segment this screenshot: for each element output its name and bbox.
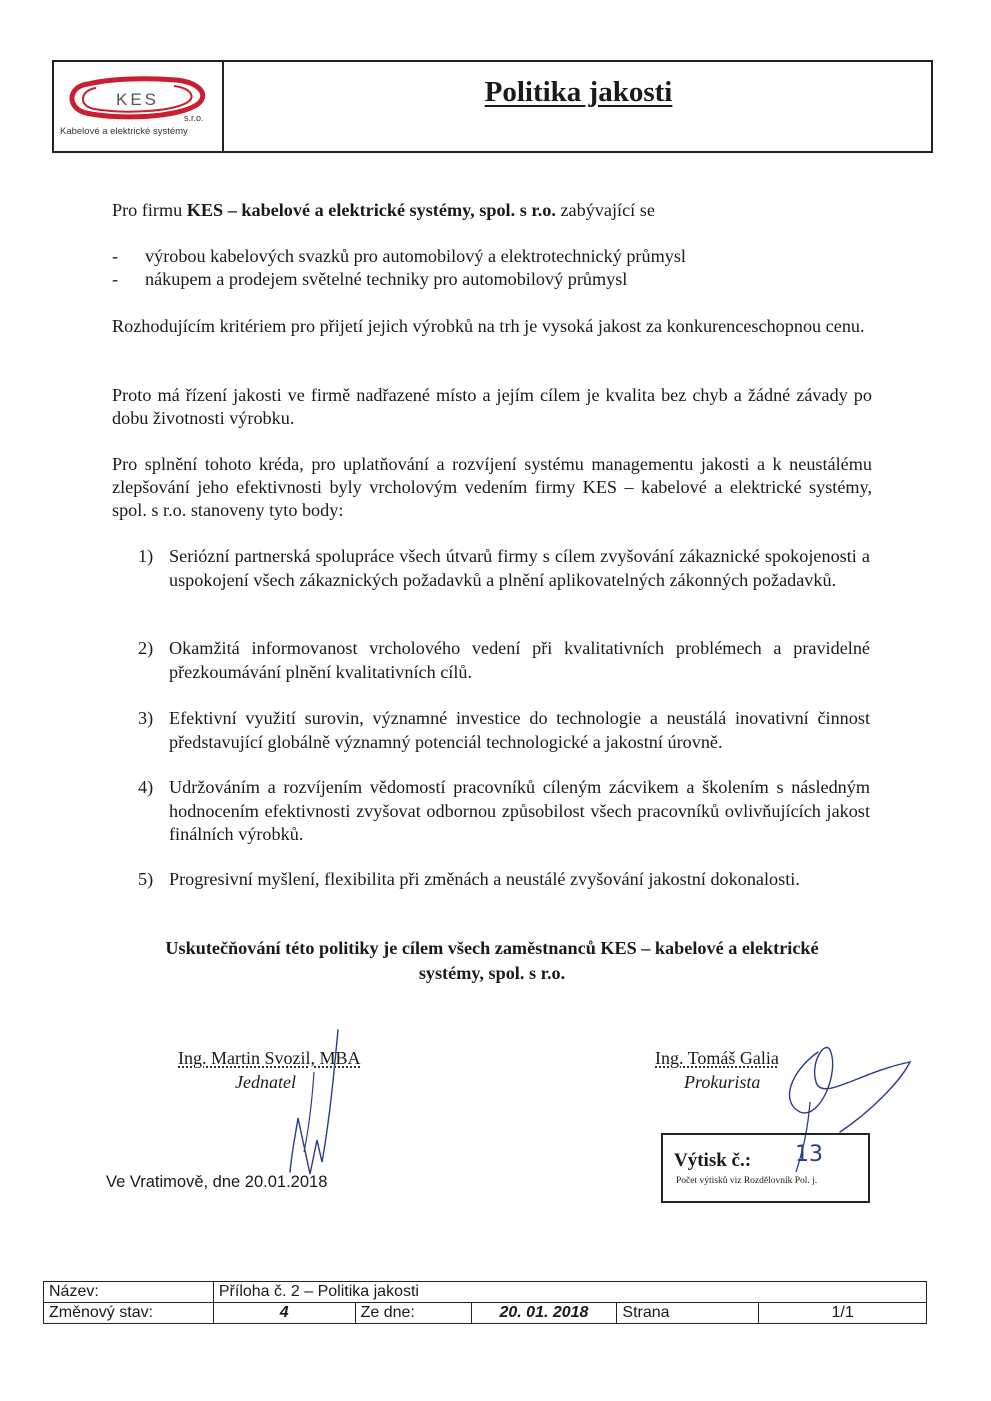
paragraph: Proto má řízení jakosti ve firmě nadřazené místo a jejím cílem je kvalita bez chyb a žádné závady po dobu životnosti výrobku.: [112, 385, 872, 428]
left-signatory-name: Ing. Martin Svozil, MBA: [178, 1048, 361, 1068]
table-row: [44, 1282, 927, 1303]
point-number: 2): [138, 638, 154, 658]
point-number: 4): [138, 777, 154, 797]
point-text: Seriózní partnerská spolupráce všech útvarů firmy s cílem zvyšování zákaznické spokojenosti a uspokojení všech zákaznických požadavků a plnění aplikovatelných zákonných požadavků.: [169, 546, 870, 590]
right-signatory-name: Ing. Tomáš Galia: [655, 1048, 779, 1068]
copy-label: Výtisk č.:: [674, 1150, 752, 1171]
intro-prefix: Pro firmu: [112, 200, 187, 220]
revision-value: 4: [213, 1303, 355, 1324]
company-name: KES – kabelové a elektrické systémy, spol. s r.o.: [186, 200, 556, 220]
copy-note: Počet výtisků viz Rozdělovník Pol. j.: [676, 1176, 818, 1186]
point-text: Udržováním a rozvíjením vědomostí pracovníků cíleným zácvikem a školením s následným hodnocením efektivnosti zvyšovat odbornou způsobilost všech pracovníků ovlivňujících jakost finálních výrobků.: [169, 777, 870, 844]
intro-suffix: zabývající se: [555, 200, 655, 220]
left-signature: [270, 1022, 380, 1182]
paragraph: Rozhodujícím kritériem pro přijetí jejich výrobků na trh je vysoká jakost za konkurenceschopnou cenu.: [112, 316, 865, 336]
paragraph: Pro splnění tohoto kréda, pro uplatňování a rozvíjení systému managementu jakosti a k neustálému zlepšování jeho efektivnosti byly vrcholovým vedením firmy KES – kabelové a elektrické systémy, spol. s r.o. stanoveny tyto body:: [112, 454, 872, 520]
point-number: 3): [138, 708, 154, 728]
point-text: Progresivní myšlení, flexibilita při změnách a neustálé zvyšování jakostní dokonalosti.: [169, 869, 800, 889]
bullet-dash: -: [112, 246, 119, 266]
logo-subtitle: Kabelové a elektrické systémy: [60, 126, 188, 137]
point-text: Efektivní využití surovin, významné investice do technologie a neustálá inovativní činnost představující globálně významný potenciál technologické a jakostní úrovně.: [169, 708, 870, 752]
logo-sro: s.r.o.: [184, 113, 204, 123]
activity-text: nákupem a prodejem světelné techniky pro automobilový průmysl: [145, 269, 628, 289]
name-value: Příloha č. 2 – Politika jakosti: [213, 1282, 926, 1303]
revision-label: Změnový stav:: [44, 1303, 214, 1324]
intro-paragraph: [112, 199, 872, 222]
page-label: Strana: [617, 1303, 759, 1324]
left-signatory-role: Jednatel: [235, 1072, 296, 1092]
table-row: [44, 1303, 927, 1324]
closing-line: systémy, spol. s r.o.: [418, 963, 566, 983]
activity-text: výrobou kabelových svazků pro automobilový a elektrotechnický průmysl: [145, 246, 686, 266]
point-text: Okamžitá informovanost vrcholového vedení při kvalitativních problémech a pravidelné přezkoumávání plnění kvalitativních cílů.: [169, 638, 870, 682]
point-number: 1): [138, 546, 154, 566]
document-info-table: [43, 1281, 927, 1324]
closing-statement: [112, 936, 872, 986]
logo-text: KES: [116, 90, 160, 109]
date-label: Ze dne:: [355, 1303, 471, 1324]
page-value: 1/1: [759, 1303, 927, 1324]
bullet-dash: -: [112, 269, 119, 289]
name-label: Název:: [44, 1282, 214, 1303]
page-title: Politika jakosti: [484, 76, 673, 108]
date-value: 20. 01. 2018: [471, 1303, 617, 1324]
right-signatory-role: Prokurista: [684, 1072, 761, 1092]
closing-line: Uskutečňování této politiky je cílem všech zaměstnanců KES – kabelové a elektrické: [165, 938, 819, 958]
place-date: Ve Vratimově, dne 20.01.2018: [106, 1173, 328, 1191]
copy-number: 13: [795, 1142, 823, 1167]
point-number: 5): [138, 869, 154, 889]
